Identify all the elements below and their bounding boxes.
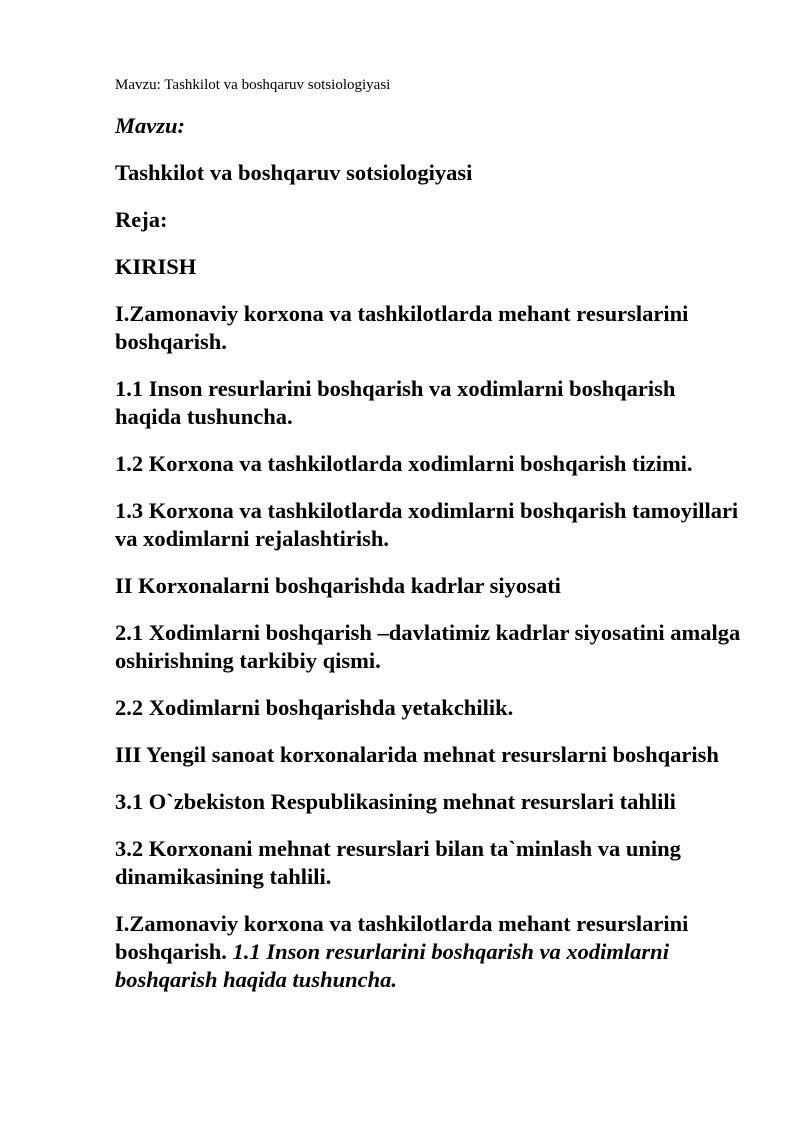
outline-kirish: KIRISH xyxy=(115,254,197,279)
body-section-heading xyxy=(115,910,745,994)
outline-section-1: I.Zamonaviy korxona va tashkilotlarda mehant resurslarini boshqarish. xyxy=(115,301,689,354)
reja-label: Reja: xyxy=(115,207,168,232)
outline-item-1-3: 1.3 Korxona va tashkilotlarda xodimlarni boshqarish tamoyillari va xodimlarni rejalashtirish. xyxy=(115,498,739,551)
outline-section-2: II Korxonalarni boshqarishda kadrlar siyosati xyxy=(115,573,561,598)
document-body xyxy=(115,112,745,1013)
outline-item-3-1: 3.1 O`zbekiston Respublikasining mehnat resurslari tahlili xyxy=(115,789,676,814)
outline-item-3-2: 3.2 Korxonani mehnat resurslari bilan ta`minlash va uning dinamikasining tahlili. xyxy=(115,836,681,889)
outline-item-1-1: 1.1 Inson resurlarini boshqarish va xodimlarni boshqarish haqida tushuncha. xyxy=(115,376,676,429)
body-heading-italic: 1.1 Inson resurlarini boshqarish va xodimlarni boshqarish haqida tushuncha. xyxy=(115,939,669,992)
outline-section-3: III Yengil sanoat korxonalarida mehnat resurslarni boshqarish xyxy=(115,742,719,767)
outline-item-1-2: 1.2 Korxona va tashkilotlarda xodimlarni boshqarish tizimi. xyxy=(115,451,693,476)
outline-item-2-1: 2.1 Xodimlarni boshqarish –davlatimiz kadrlar siyosatini amalga oshirishning tarkibiy qismi. xyxy=(115,620,741,673)
running-header: Mavzu: Tashkilot va boshqaruv sotsiologiyasi xyxy=(115,77,391,93)
body-heading-bold: I.Zamonaviy korxona va tashkilotlarda mehant resurslarini boshqarish. xyxy=(115,911,689,964)
document-title: Tashkilot va boshqaruv sotsiologiyasi xyxy=(115,160,473,185)
mavzu-label: Mavzu: xyxy=(115,113,186,138)
outline-item-2-2: 2.2 Xodimlarni boshqarishda yetakchilik. xyxy=(115,695,514,720)
